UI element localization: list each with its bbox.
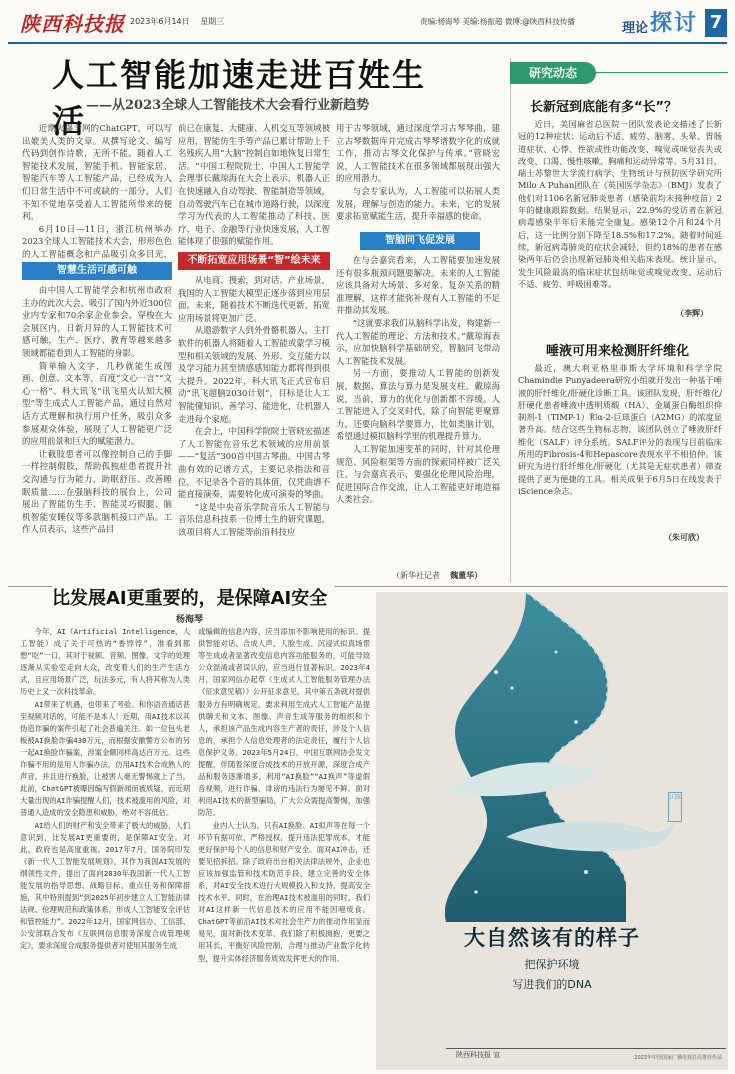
paragraph: 在会上，中国科学院院士管晓宏描述了人工智能在音乐艺术领域的应用前景——“复活”300首中国古琴曲。中国古琴曲有效的记谱方式，主要记录指法和音位，不记录各个音的具体值，仅凭曲谱不能直接演奏，需要转化成可演奏的琴曲。	[178, 426, 330, 500]
research-tab: 研究动态	[510, 62, 596, 84]
byline-source: （新华社记者	[392, 571, 440, 580]
issue-meta	[130, 16, 232, 27]
ai-col1	[20, 626, 190, 1066]
ai-col2	[198, 626, 370, 1066]
poster-credit: 陕西科技报 宣	[456, 1051, 501, 1059]
poster-title: 大自然该有的样子	[464, 926, 640, 950]
byline-name: 魏董华）	[450, 571, 483, 580]
paragraph: 前已在康复、大健康、人机交互等领域被应用，智能仿生手等产品已累计帮助上千名残疾人用“大脑”控制自如地恢复日常生活。“中国工程院院士、中国人工智能学会理事长戴琼海在大会上表示，机器人正在快速融入自动驾驶、智能制造等领域，自动驾驶汽车已在城市道路行驶，以深度学习为代表的人工智能推动了科技、医疗、电子、金融等行业快速发展，人工智能体现了很强的赋能作用。	[178, 123, 330, 247]
paragraph: 近日，美国麻省总医院一团队发表论文描述了长新冠的12种症状：运动后不适、疲劳、脑雾、头晕、胃肠道症状、心悸、性欲或性功能改变、嗅觉或味觉丧失或改变、口渴、慢性咳嗽、胸痛和运动异常等。5月31日，瑞士苏黎世大学流行病学、生物统计与预防医学研究所Milo A Puhan团队在《英国医学杂志》（BMJ）发表了他们对1106名新冠肺炎患者（感染前均未接种疫苗）2年的健康跟踪数据。结果显示，22.9%的受访者在新冠病毒感染半年后未能完全康复。感染12个月和24个月后，这一比例分别下降至18.5%和17.2%。随着时间延续，新冠病毒肺炎的症状会减轻，但约18%的患者在感染两年后仍会出现新冠肺炎相关临床表现。统计显示，发生风险最高的临床症状包括味觉或嗅觉改变、运动后不适、疲劳、呼吸困难等。	[518, 119, 722, 289]
section-tag	[620, 6, 727, 42]
paragraph: 从遨游数字人到外骨骼机器人，主打软件的机器人将随着人工智能或蒙学习模型和相关领域的发展、外形、交互能力以及学习能力甚至情感感知能力都将得到很大提升。2022年，科大讯飞正式宣布启动“讯飞超脑2030计划”，目标是让人工智能懂知识、善学习、能进化，让机器人走进每个家庭。	[178, 325, 330, 424]
paragraph: AI带来了机遇，也带来了考验。和你语音通话甚至视频对话的，可能不是本人！近期，用AI技术以其伪造诈骗的案件引起了社会普遍关注。如一位包头老板被AI换脸诈骗430万元，而根据安徽警方公布的另一起AI换脸诈骗案，涉案金额同样高达百万元。这些诈骗不用的是用人诈骗办法，仿用AI技术合成熟人的声音，并且进行换脸，让被害人毫无警惕就上了当。此前，ChatGPT被曝因编写假新闻而被质疑，而近期大量出现的AI诈骗提醒人们，技术被滥用的风险，对普通人造成的安全隐患和威胁，绝对不容低估。	[20, 699, 190, 818]
environment-poster	[376, 592, 728, 1070]
paragraph: 6月10日—11日，浙江杭州举办2023全球人工智能技术大会，形形色色的人工智能概念和产品吸引众多目光，	[22, 223, 172, 258]
paragraph: AI给人们的财产和安全带来了极大的威胁，人们意识到，比发展AI更重要的，是保障AI安全。对此，政府也是高度重视。2017年7月，国务院印发《新一代人工智能发展规划》，其作为我国AI发展的纲领性文件，提出了面向2030年我国新一代人工智能发展的指导思想、战略目标、重点任务和保障措施，其中特别提到“到2025年初步建立人工智能法律法规、伦理规范和政策体系，形成人工智能安全评估和管控能力”。2022年12月，国家网信办、工信部、公安部联合发布《互联网信息服务深度合成管理规定》，要求深度合成服务提供者对使用其服务生成	[20, 820, 190, 951]
paragraph: “这是中央音乐学院音乐人工智能与音乐信息科技系一位博士生的研究课题，该项目将人工智能等前沿科技应	[178, 501, 330, 537]
paragraph: 让截肢患者可以像控制自己的手脚一样控制假肢，帮助孤独症患者提升社交沟通与行为能力，助眠舒压、改善睡眠质量……在强脑科技的展台上，公司展出了智能仿生手、智能灵巧假腿、脑机智能安睡仪等多款脑机接口产品。工作人员表示，这些产品目	[22, 448, 172, 535]
main-col2-top	[178, 122, 330, 248]
poster-copyright: 2023年中国国家广播电视总局推荐作品	[634, 1055, 722, 1061]
main-col2-bottom	[178, 274, 330, 556]
editor-credits: 责编:杨海琴 美编:杨振超 微博:@陕西科技传播	[420, 17, 575, 26]
research-item1-author: （李辉）	[676, 308, 708, 318]
paragraph: 近期火爆全网的ChatGPT，可以写出媲美人类的文章。从撰写论文、编写代码到创作诗歌，无所不能。随着人工智能技术发展，智能手机、智能家居、智能汽车等人工智能产品，已经成为人们日常生活中不可或缺的一部分，人们不知不觉地享受着人工智能所带来的便利。	[22, 123, 172, 222]
main-subhead: ——从2023全球人工智能技术大会看行业新趋势	[86, 98, 370, 113]
research-item2-title: 唾液可用来检测肝纤维化	[546, 344, 690, 359]
poster-slogan-line2: 写进我们的DNA	[512, 978, 592, 991]
subheading-smart-life: 智慧生活可感可触	[22, 262, 172, 280]
issue-weekday: 星期三	[200, 17, 225, 26]
research-item1-title: 长新冠到底能有多“长”？	[530, 100, 678, 115]
research-item1-body	[518, 118, 722, 316]
ai-headline: 比发展AI更重要的，是保障AI安全	[52, 584, 335, 610]
poster-rule	[446, 1048, 726, 1049]
paragraph: 业内人士认为，只有AI换脸、AI拟声等在每一个环节有据可依、严格授权，提升违法犯罪成本，才能更好保护每个人的信息和财产安全。面对AI冲击，还要见招拆招。除了政府出台相关法律法规外，企业也应该加强监管和技术防范手段，建立完善的安全体系，对AI安全技术进行大规模投入和支持，提高安全技术水平。同时，在治理AI技术被滥用的同时，我们对AI这样新一代信息技术的应用不能因噎废食。ChatGPT等前沿AI技术对社会生产力的推动作用显而易见，面对新技术变革，我们除了积极拥抱，更要之用其长，平衡好风险控制，合理与推动产业数字化转型，提升实体经济服务质效发挥更大的作用。	[198, 820, 370, 963]
section-prefix: 理论	[622, 21, 649, 36]
research-item2-author: （朱可欣）	[664, 532, 704, 542]
issue-date: 2023年6月14日	[130, 17, 190, 26]
main-col1-bottom	[22, 284, 172, 556]
page-number: 7	[705, 9, 727, 37]
section-name: 探讨	[650, 11, 699, 36]
paragraph: 由中国人工智能学会和杭州市政府主办的此次大会，吸引了国内外近300位业内专家和70余家企业参会。穿梭在大会展区内，日新月异的人工智能技术可感可触，生产、医疗、教育等越来越多领域都能看到人工智能的身影。	[22, 285, 172, 358]
paragraph: 在与会嘉宾看来，人工智能要加速发展还有很多瓶颈问题要解决。未来的人工智能应该具备对大场景、多对象、复杂关系的精准理解，这样才能弥补现有人工智能的不足并推动其发展。	[336, 255, 500, 316]
main-headline: 人工智能加速走进百姓生活	[52, 56, 427, 140]
research-rule	[596, 72, 728, 73]
paragraph: 简单输入文字，几秒就能生成图画、创意、文本等，百度“文心一言”“文心一格”、科大讯飞“讯飞星火认知大模型”等生成式人工智能产品，通过自然对话方式理解和执行用户任务，吸引众多参展观众体验，展现了人工智能更广泛的应用前景和巨大的赋能潜力。	[22, 360, 172, 447]
paragraph: 用于古琴领域，通过深度学习古琴琴曲，建立古琴数据库并完成古琴琴谱数字化的成就工作，推动古琴文化保护与传承。”管晓宏说，人工智能技术在很多领域都展现出强大的应用潜力。	[336, 123, 500, 184]
dolphin-illustration	[376, 592, 728, 922]
subheading-brain-intelligence: 智脑同飞促发展	[360, 232, 480, 250]
paragraph: “这就要求我们从脑科学出发，构建新一代人工智能的理论、方法和技术。”戴琼海表示，应加快脑科学基础研究，智脑同飞带动人工智能技术发展。	[336, 317, 500, 366]
paragraph: 最近，澳大利亚格里菲斯大学环境和科学学院Chamindie Punyadeera研究小组就开发出一种基于唾液的肝纤维化/肝硬化诊断工具。该团队发现，肝纤维化/肝硬化患者唾液中透明质酸（HA）、金属蛋白酶组织抑制剂-1（TIMP-1）和α-2-巨球蛋白（A2MG）的浓度显著升高。结合这些生物标志物，该团队创立了唾液肝纤维化（SALF）评分系统。SALF评分的表现与目前临床所用的Fibrosis-4和Hepascore表现水平不相伯仲。该研究为进行肝纤维化/肝硬化（尤其是无症状患者）筛查提供了更为便捷的工具。相关成果于6月5日在线发表于iScience杂志。	[518, 363, 722, 496]
artist-stamp: 江豚	[668, 792, 682, 822]
masthead-rule	[8, 42, 727, 44]
poster-slogan-line1: 把保护环境	[524, 958, 580, 971]
paragraph: 从电商、搜索，到对话、产业场景，我国的人工智能大模型正逐步落到应用层面。未来，随着技术不断迭代更新，拓宽应用场景将更加广泛。	[178, 275, 330, 323]
paragraph: 与会专家认为，人工智能可以拓展人类发展，理解与创造的能力。未来，它的发展要求拓宽赋能生活，提升幸福感的使命。	[336, 185, 500, 222]
subheading-application-scenes: 不断拓宽应用场景“智”绘未来	[178, 252, 330, 270]
paragraph: 今年，AI（Artificial Intelligence，人工智能）成了关于可热的“香饽饽”，准看到都想“吃”一口，其对于视频、音频、图像、文字的处理逐渐从实验室走向大众，改变着人们的生产生活方式，且应用场景广泛，玩法多元，有人将其称为人类历史上又一次科技革命。	[20, 627, 190, 697]
newspaper-logo: 陕西科技报	[20, 12, 125, 36]
main-col1-top	[22, 122, 172, 258]
wave-shape	[445, 592, 626, 922]
masthead	[8, 4, 727, 44]
main-col3-bottom	[336, 254, 500, 556]
paragraph: 人工智能加速变革的同时，针对其伦理规范、风险框架等方面的探索同样被广泛关注。与会嘉宾表示，要强化伦理风险治理，促进国际合作交流，让人工智能更好地造福人类社会。	[336, 443, 500, 505]
paragraph: 另一方面，要推动人工智能的创新发展，数据、算法与算力是发展支柱。戴琼海说，当前，算力的优化与创新都不容缓。人工智能进入了交叉时代，除了向智能更聚算力，还要向脑科学要算力，比如类脑计划，希望通过模拟脑科学里的机理提升算力。	[336, 368, 500, 442]
main-col3-top	[336, 122, 500, 230]
research-item2-body	[518, 362, 722, 508]
main-byline	[392, 570, 482, 581]
paragraph: 或编辑的信息内容，应当添加不影响使用的标识。提供智能对话、合成人声、人脸生成、沉浸式拟真场景等生成或者显著改变信息内容功能服务的，可能导致公众混淆或者误认的，应当进行显著标识。2023年4月，国家网信办起草《生成式人工智能服务管理办法（征求意见稿）》公开征求意见，其中第五条就对提供服务方有明确规定，要求利用生成式人工智能产品提供聊天和文本、图像、声音生成等服务的组织和个人，承担该产品生成内容生产者的责任，涉及个人信息的，承担个人信息处理者的法定责任，履行个人信息保护义务。2023年5月24日，中国互联网协会发文提醒，伴随着深度合成技术的开放开源，深度合成产品和服务逐渐增多，利用“AI换脸”“AI换声”等虚假音视频，进行诈骗、诽谤的违法行为屡见不鲜。面对利用AI技术的新型骗局，广大公众需提高警惕，加强防范。	[198, 627, 370, 818]
ai-author: 杨海琴	[176, 615, 204, 625]
